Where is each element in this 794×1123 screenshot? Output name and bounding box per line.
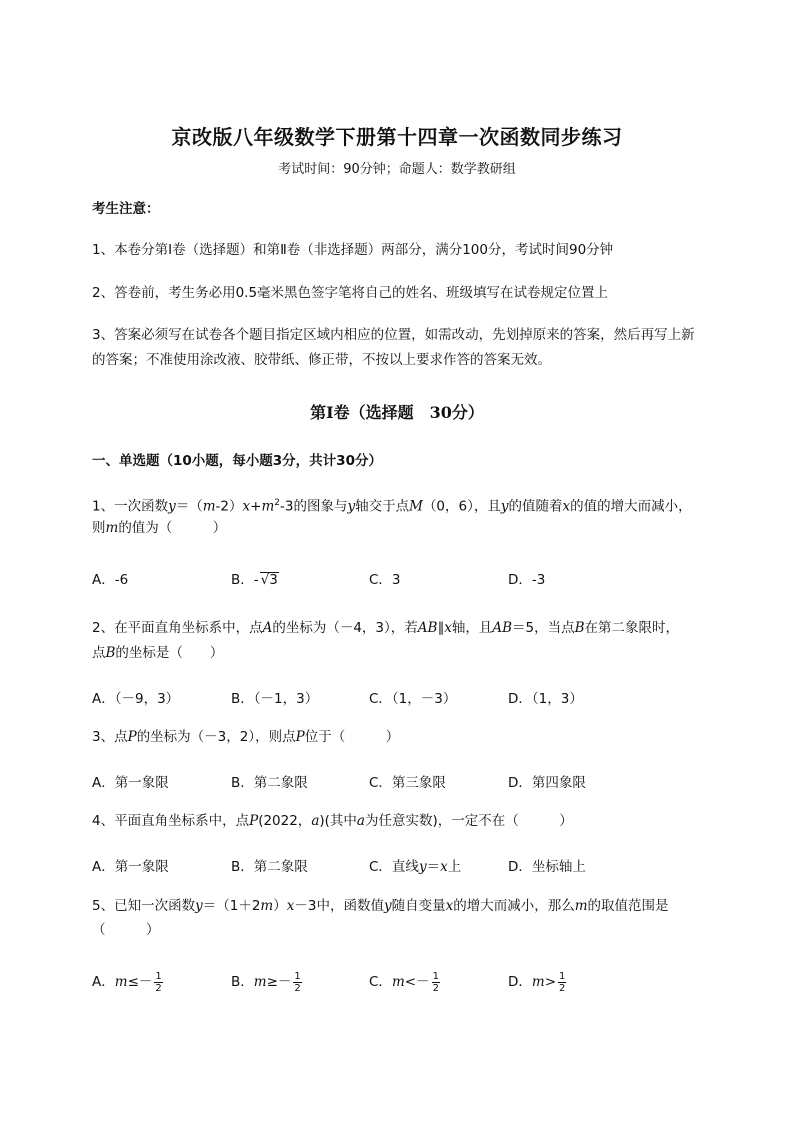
q1-option-c[interactable]: C．3 bbox=[369, 572, 401, 588]
fraction: $\frac{1}{2}$ bbox=[155, 970, 162, 994]
q2-option-c[interactable]: C．（1，－3） bbox=[369, 691, 457, 707]
notice-item-1: 1、本卷分第I卷（选择题）和第Ⅱ卷（非选择题）两部分，满分100分，考试时间90分钟 bbox=[92, 242, 614, 258]
q2-option-d[interactable]: D．（1，3） bbox=[508, 691, 583, 707]
question-5-line-2: （ ） bbox=[92, 922, 160, 938]
notice-item-3-cont: 的答案；不准使用涂改液、胶带纸、修正带，不按以上要求作答的答案无效。 bbox=[92, 352, 551, 368]
q3-option-c[interactable]: C．第三象限 bbox=[369, 775, 446, 791]
q5-option-b[interactable]: B．m≥－ $\frac{1}{2}$ bbox=[231, 970, 301, 994]
notice-heading: 考生注意： bbox=[92, 201, 160, 217]
question-1-line-1: 1、一次函数$y=(m-2)x+m^2-3$的图象与y轴交于点M（0，6），且y的值随着x的值的增大而减小， bbox=[92, 498, 692, 515]
q5-option-c[interactable]: C．m<－ $\frac{1}{2}$ bbox=[369, 970, 439, 994]
question-2-line-1: 2、在平面直角坐标系中，点A的坐标为（－4，3），若AB∥x轴，且AB＝5，当点B在第二象限时， bbox=[92, 620, 680, 636]
fraction: $\frac{1}{2}$ bbox=[432, 970, 439, 994]
q1-option-a[interactable]: A．-6 bbox=[92, 572, 129, 588]
q3-option-a[interactable]: A．第一象限 bbox=[92, 775, 169, 791]
q1-option-d[interactable]: D．-3 bbox=[508, 572, 546, 588]
fraction: $\frac{1}{2}$ bbox=[559, 970, 566, 994]
section-title: 第I卷（选择题 30分） bbox=[310, 403, 484, 422]
q4-option-a[interactable]: A．第一象限 bbox=[92, 859, 169, 875]
q3-option-b[interactable]: B．第二象限 bbox=[231, 775, 308, 791]
q4-option-c[interactable]: C．直线y＝x上 bbox=[369, 859, 462, 875]
question-4-line-1: 4、平面直角坐标系中，点P(2022，a)(其中a为任意实数)，一定不在（ ） bbox=[92, 813, 573, 829]
question-1-line-2: 则m的值为（ ） bbox=[92, 520, 227, 536]
q3-option-d[interactable]: D．第四象限 bbox=[508, 775, 586, 791]
q2-option-b[interactable]: B．（－1，3） bbox=[231, 691, 319, 707]
question-5-line-1: 5、已知一次函数y＝（1＋2m）x－3中，函数值y随自变量x的增大而减小，那么m的取值范围是 bbox=[92, 898, 669, 914]
q2-option-a[interactable]: A．（－9，3） bbox=[92, 691, 180, 707]
notice-item-3: 3、答案必须写在试卷各个题目指定区域内相应的位置，如需改动，先划掉原来的答案，然后再写上新 bbox=[92, 327, 695, 343]
page-title: 京改版八年级数学下册第十四章一次函数同步练习 bbox=[171, 125, 623, 149]
sqrt-symbol: √3 bbox=[260, 572, 278, 588]
q1-option-b[interactable]: B．- √3 bbox=[231, 572, 278, 588]
question-3-line-1: 3、点P的坐标为（－3，2），则点P位于（ ） bbox=[92, 729, 400, 745]
page-subtitle: 考试时间：90分钟；命题人：数学教研组 bbox=[278, 162, 516, 177]
part-heading: 一、单选题（10小题，每小题3分，共计30分） bbox=[92, 453, 382, 469]
fraction: $\frac{1}{2}$ bbox=[294, 970, 301, 994]
q5-option-a[interactable]: A．m≤－ $\frac{1}{2}$ bbox=[92, 970, 162, 994]
question-2-line-2: 点B的坐标是（ ） bbox=[92, 645, 224, 661]
q4-option-d[interactable]: D．坐标轴上 bbox=[508, 859, 586, 875]
q5-option-d[interactable]: D．m> $\frac{1}{2}$ bbox=[508, 970, 566, 994]
q4-option-b[interactable]: B．第二象限 bbox=[231, 859, 308, 875]
notice-item-2: 2、答卷前，考生务必用0.5毫米黑色签字笔将自己的姓名、班级填写在试卷规定位置上 bbox=[92, 285, 609, 301]
